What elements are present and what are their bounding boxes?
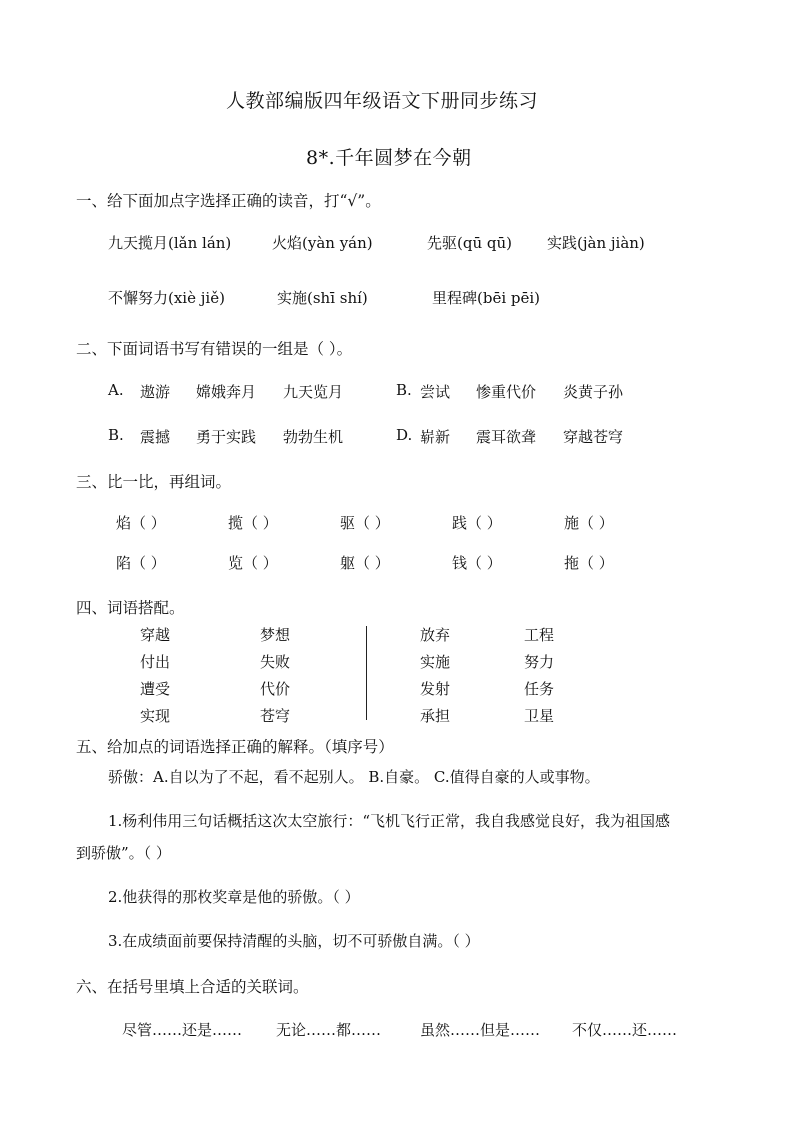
match-word: 发射 — [420, 680, 451, 698]
char-blank[interactable]: 揽（ ） — [228, 514, 278, 532]
option-word: 震耳欲聋 — [476, 428, 537, 446]
char-blank[interactable]: 驱（ ） — [340, 514, 390, 532]
section6-heading: 六、在括号里填上合适的关联词。 — [76, 978, 309, 996]
char-blank[interactable]: 钱（ ） — [452, 554, 502, 572]
conjunction-pair: 无论……都…… — [276, 1021, 382, 1039]
question-text: 3.在成绩面前要保持清醒的头脑，切不可骄傲自满。（ ） — [108, 932, 480, 950]
option-word: 尝试 — [420, 383, 451, 401]
char-blank[interactable]: 践（ ） — [452, 514, 502, 532]
section1-heading: 一、给下面加点字选择正确的读音，打“√”。 — [76, 192, 381, 210]
section4-heading: 四、词语搭配。 — [76, 599, 185, 617]
match-word: 失败 — [260, 653, 291, 671]
section3-heading: 三、比一比，再组词。 — [76, 473, 232, 491]
option-word: 惨重代价 — [476, 383, 537, 401]
definition-line: 骄傲：A.自以为了不起，看不起别人。 B.自豪。 C.值得自豪的人或事物。 — [108, 768, 600, 786]
conjunction-pair: 虽然……但是…… — [420, 1021, 541, 1039]
match-word: 付出 — [140, 653, 171, 671]
pinyin-item: 不懈努力(xiè jiě) — [108, 289, 225, 307]
match-word: 工程 — [524, 626, 555, 644]
pinyin-item: 九天揽月(lǎn lán) — [108, 234, 232, 252]
question-text: 1.杨利伟用三句话概括这次太空旅行：“飞机飞行正常，我自我感觉良好，我为祖国感 — [108, 812, 670, 830]
option-word: 穿越苍穹 — [563, 428, 624, 446]
section2-heading: 二、下面词语书写有错误的一组是（ ）。 — [76, 340, 353, 358]
option-word: 震撼 — [140, 428, 171, 446]
match-word: 苍穹 — [260, 707, 291, 725]
char-blank[interactable]: 躯（ ） — [340, 554, 390, 572]
char-blank[interactable]: 焰（ ） — [116, 514, 166, 532]
char-blank[interactable]: 拖（ ） — [564, 554, 614, 572]
char-blank[interactable]: 览（ ） — [228, 554, 278, 572]
char-blank[interactable]: 陷（ ） — [116, 554, 166, 572]
match-word: 承担 — [420, 707, 451, 725]
match-word: 梦想 — [260, 626, 291, 644]
pinyin-item: 火焰(yàn yán) — [272, 234, 373, 252]
match-word: 放弃 — [420, 626, 451, 644]
match-word: 实施 — [420, 653, 451, 671]
option-letter: A. — [108, 381, 124, 399]
pinyin-item: 实施(shī shí) — [277, 289, 368, 307]
option-letter: B. — [108, 426, 124, 444]
lesson-title: 8*.千年圆梦在今朝 — [306, 147, 472, 169]
question-text: 到骄傲”。（ ） — [76, 844, 171, 862]
match-word: 努力 — [524, 653, 555, 671]
column-divider — [366, 626, 367, 720]
match-word: 遭受 — [140, 680, 171, 698]
option-word: 遨游 — [140, 383, 171, 401]
option-word: 九天览月 — [283, 383, 344, 401]
pinyin-item: 里程碑(bēi pēi) — [432, 289, 541, 307]
match-word: 卫星 — [524, 707, 555, 725]
question-text: 2.他获得的那枚奖章是他的骄傲。（ ） — [108, 888, 360, 906]
page-title: 人教部编版四年级语文下册同步练习 — [226, 90, 539, 112]
option-word: 勇于实践 — [196, 428, 257, 446]
pinyin-item: 实践(jàn jiàn) — [547, 234, 645, 252]
option-letter: D. — [396, 426, 413, 444]
option-letter: B. — [396, 381, 412, 399]
option-word: 炎黄子孙 — [563, 383, 624, 401]
match-word: 任务 — [524, 680, 555, 698]
match-word: 实现 — [140, 707, 171, 725]
option-word: 勃勃生机 — [283, 428, 344, 446]
section5-heading: 五、给加点的词语选择正确的解释。（填序号） — [76, 738, 394, 756]
option-word: 嫦娥奔月 — [196, 383, 257, 401]
match-word: 代价 — [260, 680, 291, 698]
match-word: 穿越 — [140, 626, 171, 644]
pinyin-item: 先驱(qū qū) — [427, 234, 512, 252]
option-word: 崭新 — [420, 428, 451, 446]
conjunction-pair: 不仅……还…… — [572, 1021, 678, 1039]
char-blank[interactable]: 施（ ） — [564, 514, 614, 532]
conjunction-pair: 尽管……还是…… — [122, 1021, 243, 1039]
